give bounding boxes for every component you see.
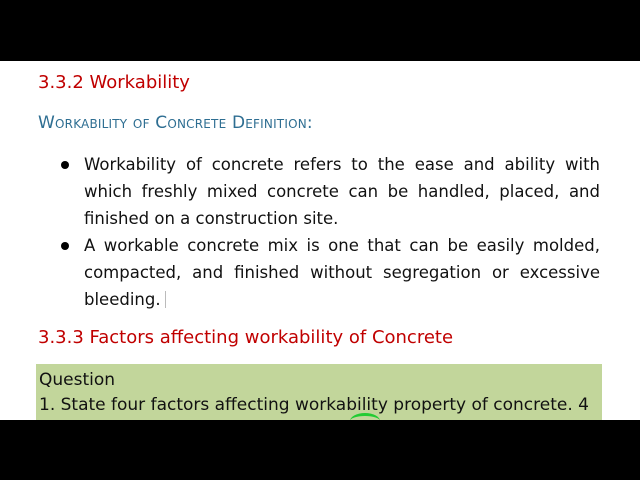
section-heading-workability: 3.3.2 Workability (38, 72, 190, 93)
definition-bullet-list (60, 151, 600, 313)
bullet-item (60, 151, 600, 232)
question-title: Question (39, 370, 116, 390)
question-text: 1. State four factors affecting workability property of concrete. 4 (39, 395, 589, 415)
bullet-item (60, 232, 600, 313)
bullet-text: A workable concrete mix is one that can be easily molded, compacted, and finished without segregation or excessive bleeding. (84, 236, 600, 309)
bullet-text: Workability of concrete refers to the ease and ability with which freshly mixed concrete can be handled, placed, and finished on a construction site. (84, 155, 600, 228)
definition-subheading: Workability of Concrete Definition: (38, 113, 313, 133)
text-cursor (165, 291, 166, 308)
section-heading-factors: 3.3.3 Factors affecting workability of Concrete (38, 327, 454, 348)
document-page (0, 61, 640, 420)
question-box (36, 364, 602, 420)
